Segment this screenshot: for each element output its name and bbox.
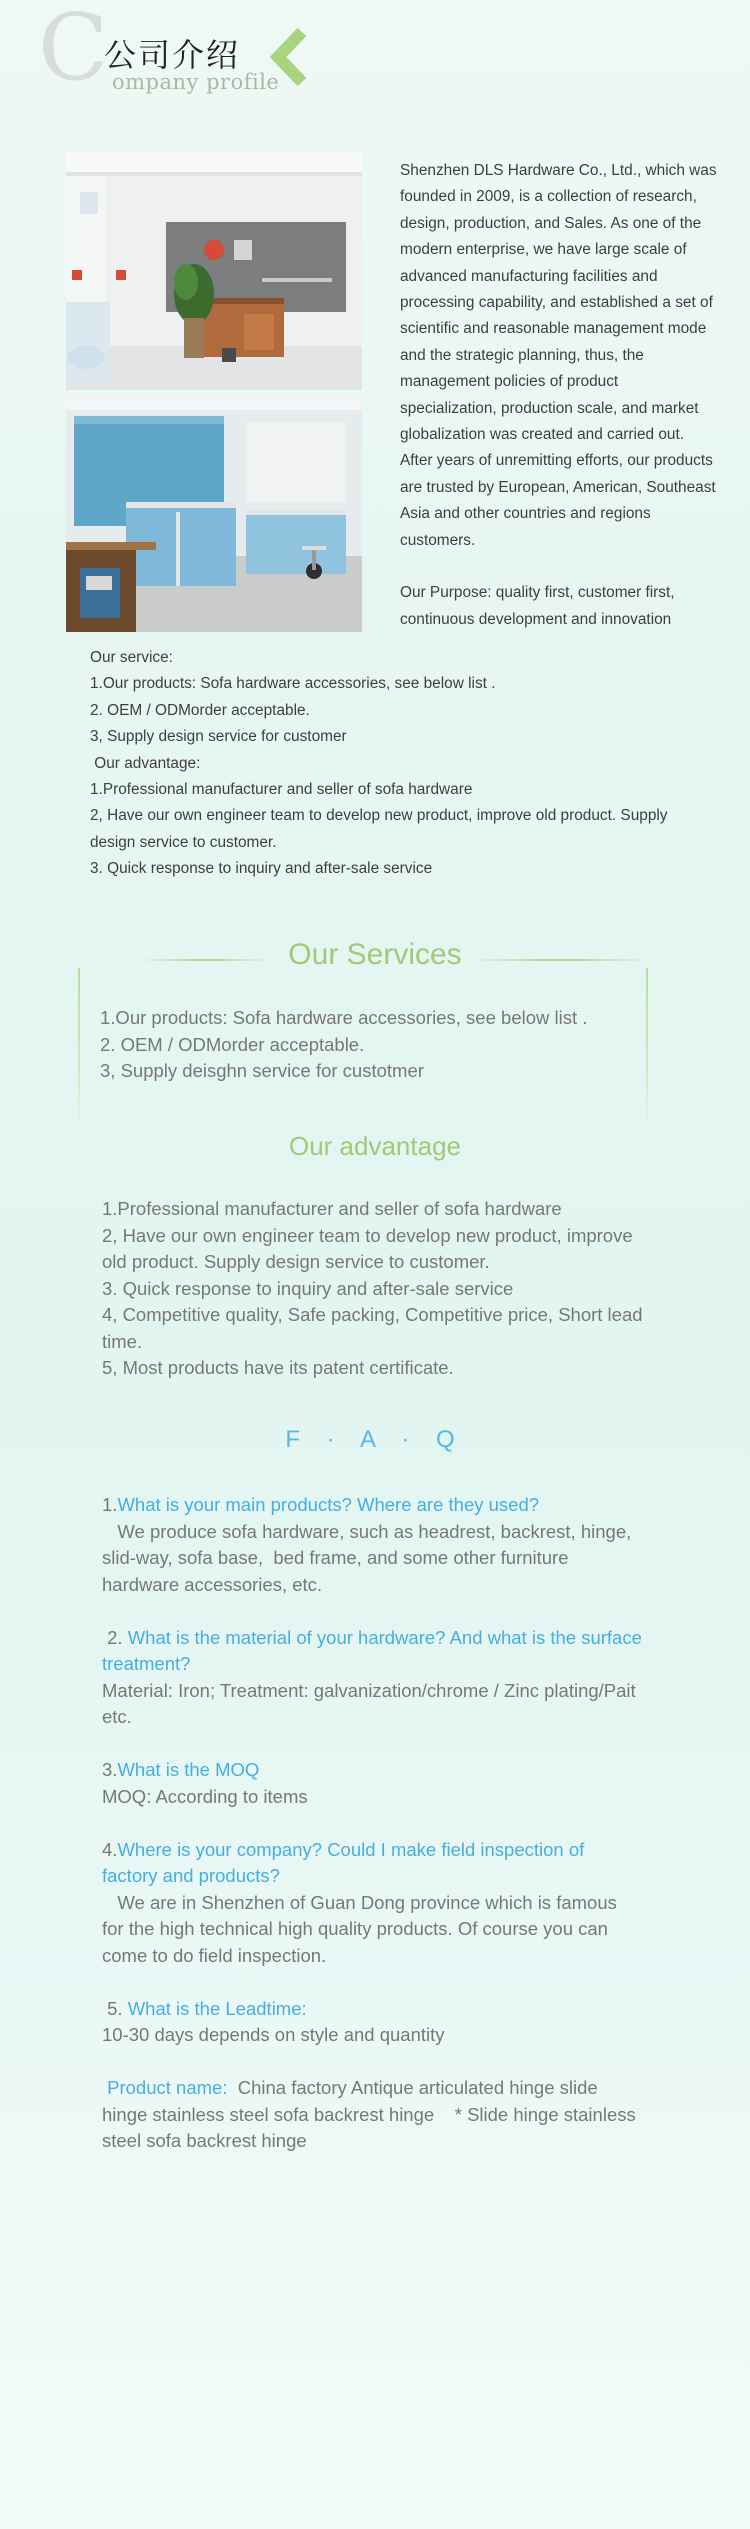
product-name-text: China factory Antique articulated hinge slide hinge stainless steel sofa backrest hinge * Slide hinge stainless steel sofa backrest hinge [102,2077,641,2151]
services-item: 1.Our products: Sofa hardware accessories, see below list . [100,1007,588,1028]
faq-item [102,1757,642,1810]
purpose-paragraph: Our Purpose: quality first, customer first, continuous development and innovation [400,584,675,628]
faq-item [102,1996,642,2049]
faq-question: 1.What is your main products? Where are they used? [102,1494,540,1515]
advantage-item: 2, Have our own engineer team to develop new product, improve old product. Supply design service to customer. [102,1224,633,1272]
faq-question: 4.Where is your company? Could I make field inspection of factory and products? [102,1838,585,1886]
divider-right [470,959,650,961]
advantage-item: 5, Most products have its patent certificate. [102,1357,454,1378]
faq-list [102,1492,648,2155]
service-line: 3. Quick response to inquiry and after-sale service [90,860,433,878]
advantage-list [102,1196,662,1382]
frame-left-line [78,968,80,1128]
faq-answer: We produce sofa hardware, such as headrest, backrest, hinge, slid-way, sofa base, bed frame, and some other furniture hardware accessories, etc. [102,1520,637,1595]
about-paragraph: Shenzhen DLS Hardware Co., Ltd., which was founded in 2009, is a collection of research, design, production, and Sales. As one of the modern enterprise, we have large scale of advanced manufacturing facilities and processing capability, and established a set of scientific and reasonable management mode and the strategic planning, thus, the management policies of product specialization, production scale, and market globalization was created and carried out. After years of unremitting efforts, our products are trusted by European, American, Southeast Asia and other countries and regions customers. [400,162,717,549]
service-line: Our service: [90,649,173,666]
header-cn-title: 公司介绍 [104,36,241,74]
faq-question: 5. What is the Leadtime: [102,1997,307,2019]
product-name-label: Product name: [102,2077,228,2098]
service-line: 1.Professional manufacturer and seller of sofa hardware [90,781,473,799]
service-summary [90,645,700,883]
header-en-title: ompany profile [112,70,280,94]
our-services-title: Our Services [288,938,462,971]
our-advantage-title: Our advantage [288,1131,461,1161]
advantage-item: 1.Professional manufacturer and seller of sofa hardware [102,1198,562,1219]
faq-answer: Material: Iron; Treatment: galvanization/chrome / Zinc plating/Pait etc. [102,1679,636,1727]
chevron-left-icon [262,22,318,92]
office-photo [66,396,362,632]
company-intro [400,158,718,633]
faq-title: F · A · Q [285,1426,465,1453]
service-line: 1.Our products: Sofa hardware accessories, see below list . [90,675,496,693]
product-name [102,2075,642,2155]
faq-item [102,1492,642,1598]
faq-answer: 10-30 days depends on style and quantity [102,2024,445,2045]
faq-question: 2. What is the material of your hardware? And what is the surface treatment? [102,1626,648,1674]
service-line: 3, Supply design service for customer [90,728,347,746]
services-list [100,1005,660,1085]
service-line: 2, Have our own engineer team to develop new product, improve old product. Supply design service to customer. [90,807,668,851]
faq-item [102,1837,642,1970]
service-line: Our advantage: [90,754,201,772]
services-item: 2. OEM / ODMorder acceptable. [100,1033,365,1055]
faq-question: 3.What is the MOQ [102,1759,260,1780]
divider-left [140,959,270,961]
reception-photo [66,152,362,390]
advantage-item: 4, Competitive quality, Safe packing, Competitive price, Short lead time. [102,1304,643,1352]
advantage-item: 3. Quick response to inquiry and after-sale service [102,1277,514,1299]
services-item: 3, Supply deisghn service for custotmer [100,1060,424,1081]
faq-item [102,1625,648,1731]
header-big-letter: C [38,0,109,101]
faq-answer: We are in Shenzhen of Guan Dong province which is famous for the high technical high quality products. Of course you can come to do field inspection. [102,1891,622,1966]
service-line: 2. OEM / ODMorder acceptable. [90,701,310,719]
faq-answer: MOQ: According to items [102,1785,308,1807]
